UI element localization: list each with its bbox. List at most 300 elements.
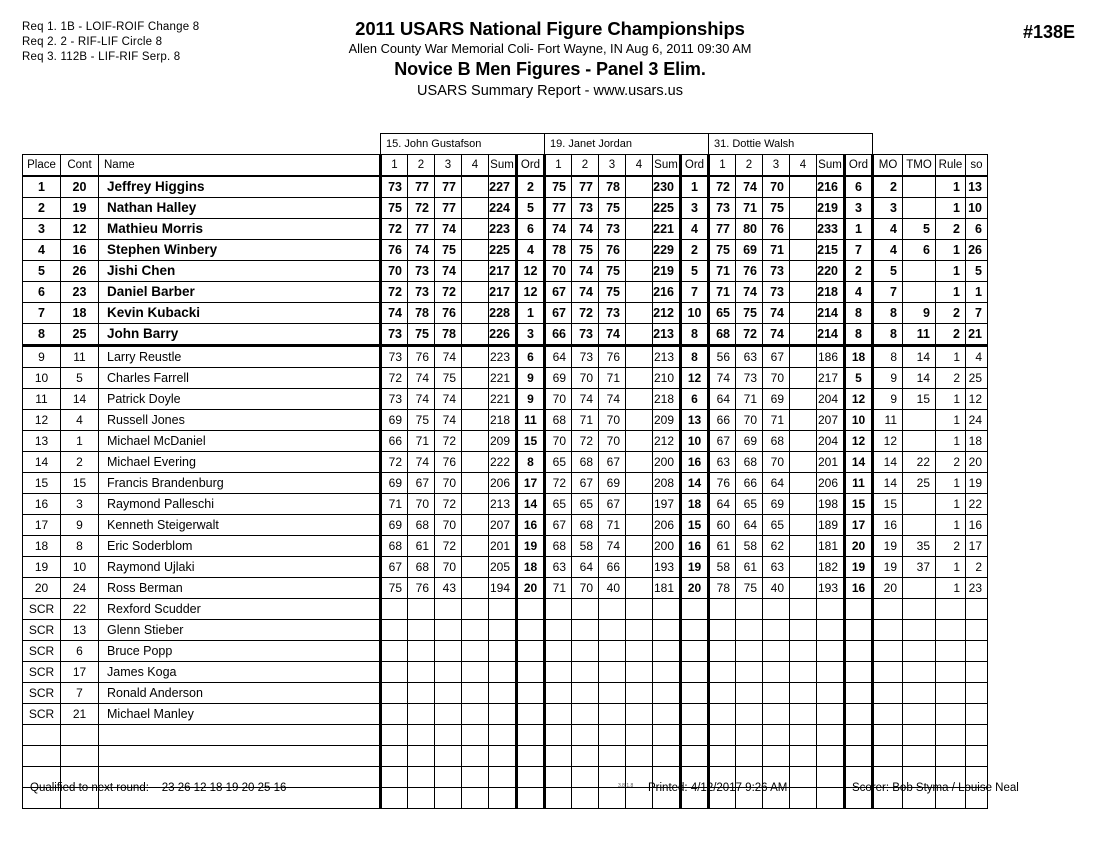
header-so: so <box>966 155 988 177</box>
cell-mo: 11 <box>873 410 903 431</box>
cell-figure-score: 73 <box>572 198 599 219</box>
cell-figure-score <box>435 599 462 620</box>
cell-sum: 233 <box>817 219 845 240</box>
cell-figure-score: 61 <box>709 536 736 557</box>
cell-mo: 4 <box>873 219 903 240</box>
cell-ordinal: 9 <box>517 368 545 389</box>
header-ord: Ord <box>681 155 709 177</box>
header-tmo: TMO <box>903 155 936 177</box>
cell-figure-score: 67 <box>408 473 435 494</box>
cell-place: 20 <box>23 578 61 599</box>
scorer-credit: Scorer: Bob Styma / Louise Neal <box>852 782 1019 794</box>
cell-figure-score: 70 <box>572 578 599 599</box>
cell-figure-score: 74 <box>408 452 435 473</box>
cell-sum <box>653 746 681 767</box>
cell-rule <box>936 641 966 662</box>
table-row[interactable] <box>23 452 988 473</box>
cell-ordinal <box>681 620 709 641</box>
cell-figure-score: 76 <box>408 578 435 599</box>
cell-ordinal <box>681 725 709 746</box>
cell-ordinal: 1 <box>681 176 709 198</box>
cell-figure-score: 76 <box>381 240 408 261</box>
cell-figure-score <box>462 578 489 599</box>
cell-figure-score: 76 <box>435 452 462 473</box>
cell-sum <box>817 704 845 725</box>
cell-figure-score <box>462 515 489 536</box>
cell-figure-score <box>763 725 790 746</box>
cell-figure-score <box>408 641 435 662</box>
cell-contestant-number: 1 <box>61 431 99 452</box>
cell-ordinal: 19 <box>517 536 545 557</box>
header-figure-2: 2 <box>408 155 435 177</box>
cell-ordinal <box>517 662 545 683</box>
cell-sum: 219 <box>653 261 681 282</box>
cell-contestant-number: 23 <box>61 282 99 303</box>
cell-tmo <box>903 176 936 198</box>
cell-figure-score <box>626 431 653 452</box>
cell-skater-name: Eric Soderblom <box>99 536 381 557</box>
cell-ordinal: 16 <box>681 536 709 557</box>
cell-sum <box>653 704 681 725</box>
cell-figure-score: 77 <box>408 219 435 240</box>
cell-figure-score <box>408 704 435 725</box>
cell-figure-score <box>709 620 736 641</box>
cell-ordinal: 8 <box>681 324 709 346</box>
cell-figure-score: 67 <box>545 515 572 536</box>
cell-figure-score: 75 <box>435 240 462 261</box>
cell-figure-score: 69 <box>381 410 408 431</box>
cell-skater-name: Kenneth Steigerwalt <box>99 515 381 536</box>
cell-figure-score <box>790 683 817 704</box>
cell-ordinal: 11 <box>845 473 873 494</box>
cell-figure-score <box>381 683 408 704</box>
cell-figure-score: 72 <box>408 198 435 219</box>
table-row[interactable] <box>23 389 988 410</box>
cell-sum: 213 <box>653 324 681 346</box>
cell-figure-score: 72 <box>435 282 462 303</box>
cell-ordinal: 12 <box>845 431 873 452</box>
header-figure-2: 2 <box>736 155 763 177</box>
cell-figure-score <box>736 725 763 746</box>
cell-sum <box>489 683 517 704</box>
table-row[interactable] <box>23 704 988 725</box>
cell-figure-score <box>462 389 489 410</box>
table-row[interactable] <box>23 176 988 198</box>
cell-ordinal <box>681 704 709 725</box>
cell-figure-score: 67 <box>572 473 599 494</box>
cell-place: SCR <box>23 599 61 620</box>
cell-figure-score: 40 <box>599 578 626 599</box>
cell-figure-score: 68 <box>408 515 435 536</box>
cell-rule: 1 <box>936 431 966 452</box>
cell-figure-score: 63 <box>763 557 790 578</box>
cell-figure-score: 61 <box>408 536 435 557</box>
cell-rule: 1 <box>936 494 966 515</box>
cell-sum: 207 <box>489 515 517 536</box>
cell-ordinal: 10 <box>681 431 709 452</box>
cell-figure-score <box>462 219 489 240</box>
cell-tmo: 11 <box>903 324 936 346</box>
cell-ordinal: 18 <box>517 557 545 578</box>
cell-sum: 204 <box>817 389 845 410</box>
cell-figure-score: 70 <box>408 494 435 515</box>
requirement-1: Req 1. 1B - LOIF-ROIF Change 8 <box>22 21 200 33</box>
cell-figure-score: 77 <box>545 198 572 219</box>
cell-figure-score: 73 <box>381 346 408 368</box>
cell-figure-score <box>462 431 489 452</box>
table-row[interactable] <box>23 557 988 578</box>
cell-place: 7 <box>23 303 61 324</box>
cell-figure-score: 68 <box>709 324 736 346</box>
cell-sum: 201 <box>489 536 517 557</box>
cell-figure-score <box>545 683 572 704</box>
cell-tmo: 14 <box>903 368 936 389</box>
cell-figure-score: 67 <box>545 282 572 303</box>
table-row[interactable] <box>23 620 988 641</box>
cell-skater-name: James Koga <box>99 662 381 683</box>
cell-figure-score <box>572 683 599 704</box>
cell-figure-score: 71 <box>599 368 626 389</box>
cell-sum: 227 <box>489 176 517 198</box>
cell-figure-score <box>545 641 572 662</box>
cell-place: 4 <box>23 240 61 261</box>
table-row[interactable] <box>23 515 988 536</box>
cell-ordinal: 17 <box>517 473 545 494</box>
table-row[interactable] <box>23 346 988 368</box>
cell-figure-score <box>626 662 653 683</box>
cell-figure-score <box>462 704 489 725</box>
cell-figure-score: 75 <box>599 261 626 282</box>
cell-figure-score <box>626 410 653 431</box>
cell-figure-score: 74 <box>736 282 763 303</box>
cell-sum: 213 <box>489 494 517 515</box>
cell-figure-score: 71 <box>572 410 599 431</box>
cell-ordinal <box>517 599 545 620</box>
cell-figure-score <box>572 599 599 620</box>
cell-figure-score: 76 <box>763 219 790 240</box>
cell-figure-score <box>435 683 462 704</box>
header-name: Name <box>99 155 381 177</box>
judge-band-row <box>23 134 988 155</box>
cell-figure-score <box>736 662 763 683</box>
cell-figure-score: 71 <box>763 410 790 431</box>
table-row[interactable] <box>23 410 988 431</box>
cell-figure-score: 73 <box>408 261 435 282</box>
cell-ordinal <box>517 620 545 641</box>
cell-figure-score: 71 <box>408 431 435 452</box>
cell-figure-score: 73 <box>763 261 790 282</box>
cell-figure-score <box>572 725 599 746</box>
cell-figure-score <box>599 725 626 746</box>
cell-figure-score: 74 <box>435 389 462 410</box>
cell-figure-score <box>626 536 653 557</box>
cell-figure-score: 74 <box>435 261 462 282</box>
cell-figure-score: 72 <box>709 176 736 198</box>
cell-figure-score <box>381 704 408 725</box>
cell-figure-score <box>599 641 626 662</box>
cell-rule <box>936 725 966 746</box>
cell-figure-score <box>408 662 435 683</box>
cell-so <box>966 683 988 704</box>
report-subtitle: USARS Summary Report - www.usars.us <box>417 83 683 99</box>
cell-figure-score <box>435 704 462 725</box>
cell-figure-score: 68 <box>408 557 435 578</box>
cell-sum: 216 <box>817 176 845 198</box>
cell-so: 17 <box>966 536 988 557</box>
cell-rule: 2 <box>936 324 966 346</box>
cell-figure-score: 72 <box>381 282 408 303</box>
cell-tmo <box>903 494 936 515</box>
cell-place: 17 <box>23 515 61 536</box>
cell-contestant-number: 11 <box>61 346 99 368</box>
cell-ordinal <box>845 599 873 620</box>
table-row[interactable] <box>23 662 988 683</box>
cell-figure-score <box>572 641 599 662</box>
cell-figure-score: 67 <box>381 557 408 578</box>
cell-figure-score <box>381 725 408 746</box>
cell-figure-score <box>736 620 763 641</box>
cell-skater-name: Nathan Halley <box>99 198 381 219</box>
cell-figure-score <box>408 683 435 704</box>
cell-figure-score: 67 <box>599 494 626 515</box>
cell-figure-score <box>626 746 653 767</box>
cell-sum <box>489 599 517 620</box>
cell-figure-score: 74 <box>599 389 626 410</box>
cell-figure-score <box>462 494 489 515</box>
cell-sum: 200 <box>653 536 681 557</box>
cell-figure-score: 68 <box>381 536 408 557</box>
cell-mo: 5 <box>873 261 903 282</box>
cell-figure-score <box>790 494 817 515</box>
cell-figure-score <box>626 368 653 389</box>
cell-figure-score: 66 <box>381 431 408 452</box>
table-row[interactable] <box>23 368 988 389</box>
cell-figure-score: 43 <box>435 578 462 599</box>
cell-figure-score: 65 <box>572 494 599 515</box>
cell-figure-score: 66 <box>599 557 626 578</box>
cell-figure-score <box>736 683 763 704</box>
cell-sum: 221 <box>489 389 517 410</box>
cell-figure-score <box>626 725 653 746</box>
cell-contestant-number: 7 <box>61 683 99 704</box>
cell-figure-score <box>626 176 653 198</box>
cell-figure-score: 74 <box>763 324 790 346</box>
cell-figure-score <box>626 641 653 662</box>
cell-figure-score: 76 <box>408 346 435 368</box>
cell-figure-score <box>709 725 736 746</box>
header-figure-3: 3 <box>599 155 626 177</box>
table-row[interactable] <box>23 725 988 746</box>
table-row[interactable] <box>23 578 988 599</box>
table-row[interactable] <box>23 198 988 219</box>
cell-tmo <box>903 431 936 452</box>
cell-contestant-number: 20 <box>61 176 99 198</box>
cell-figure-score <box>763 641 790 662</box>
header-figure-2: 2 <box>572 155 599 177</box>
cell-place: SCR <box>23 641 61 662</box>
cell-ordinal: 12 <box>845 389 873 410</box>
cell-mo: 12 <box>873 431 903 452</box>
cell-skater-name: Stephen Winbery <box>99 240 381 261</box>
cell-so <box>966 641 988 662</box>
cell-figure-score <box>626 198 653 219</box>
cell-figure-score <box>381 620 408 641</box>
cell-mo: 19 <box>873 536 903 557</box>
table-row[interactable] <box>23 431 988 452</box>
cell-figure-score: 74 <box>435 346 462 368</box>
cell-figure-score: 73 <box>381 389 408 410</box>
cell-figure-score <box>709 641 736 662</box>
requirement-2: Req 2. 2 - RIF-LIF Circle 8 <box>22 36 163 49</box>
cell-sum: 182 <box>817 557 845 578</box>
judge-header: 31. Dottie Walsh <box>709 134 873 155</box>
cell-figure-score <box>408 725 435 746</box>
cell-ordinal <box>845 683 873 704</box>
header-sum: Sum <box>817 155 845 177</box>
cell-sum: 217 <box>489 261 517 282</box>
cell-sum: 197 <box>653 494 681 515</box>
cell-rule <box>936 683 966 704</box>
cell-place: 2 <box>23 198 61 219</box>
table-row[interactable] <box>23 240 988 261</box>
table-row[interactable] <box>23 219 988 240</box>
table-row[interactable] <box>23 473 988 494</box>
cell-ordinal <box>681 599 709 620</box>
cell-figure-score <box>462 662 489 683</box>
cell-mo <box>873 746 903 767</box>
cell-figure-score: 71 <box>736 389 763 410</box>
cell-skater-name: Ronald Anderson <box>99 683 381 704</box>
cell-figure-score: 73 <box>572 324 599 346</box>
cell-ordinal: 4 <box>517 240 545 261</box>
cell-place: 14 <box>23 452 61 473</box>
cell-figure-score: 75 <box>408 324 435 346</box>
cell-sum: 209 <box>653 410 681 431</box>
table-row[interactable] <box>23 683 988 704</box>
cell-figure-score: 70 <box>545 431 572 452</box>
cell-figure-score <box>381 599 408 620</box>
cell-figure-score <box>381 641 408 662</box>
cell-ordinal: 17 <box>845 515 873 536</box>
cell-skater-name <box>99 746 381 767</box>
cell-figure-score <box>599 704 626 725</box>
table-row[interactable] <box>23 494 988 515</box>
table-row[interactable] <box>23 324 988 346</box>
cell-ordinal <box>517 683 545 704</box>
cell-rule <box>936 746 966 767</box>
cell-figure-score: 74 <box>435 219 462 240</box>
cell-ordinal <box>517 725 545 746</box>
cell-figure-score: 66 <box>709 410 736 431</box>
cell-figure-score: 72 <box>572 303 599 324</box>
cell-figure-score <box>736 746 763 767</box>
cell-ordinal: 16 <box>845 578 873 599</box>
cell-figure-score <box>626 452 653 473</box>
cell-ordinal: 15 <box>517 431 545 452</box>
cell-so: 1 <box>966 282 988 303</box>
cell-sum: 222 <box>489 452 517 473</box>
cell-skater-name: Bruce Popp <box>99 641 381 662</box>
cell-ordinal: 14 <box>517 494 545 515</box>
cell-place: 16 <box>23 494 61 515</box>
cell-figure-score <box>435 746 462 767</box>
cell-figure-score: 78 <box>709 578 736 599</box>
cell-sum: 214 <box>817 324 845 346</box>
cell-figure-score <box>626 219 653 240</box>
table-row[interactable] <box>23 282 988 303</box>
cell-figure-score: 71 <box>736 198 763 219</box>
cell-skater-name: Mathieu Morris <box>99 219 381 240</box>
cell-figure-score: 60 <box>709 515 736 536</box>
cell-figure-score: 73 <box>572 346 599 368</box>
cell-rule: 1 <box>936 198 966 219</box>
cell-skater-name: Jeffrey Higgins <box>99 176 381 198</box>
cell-rule: 1 <box>936 346 966 368</box>
judge-header: 15. John Gustafson <box>381 134 545 155</box>
cell-contestant-number: 24 <box>61 578 99 599</box>
cell-figure-score <box>462 410 489 431</box>
cell-sum <box>653 641 681 662</box>
cell-ordinal: 6 <box>517 219 545 240</box>
cell-figure-score: 75 <box>599 198 626 219</box>
qualified-line <box>30 782 286 794</box>
cell-figure-score: 62 <box>763 536 790 557</box>
cell-skater-name: Charles Farrell <box>99 368 381 389</box>
cell-figure-score <box>435 662 462 683</box>
cell-ordinal <box>681 746 709 767</box>
table-row[interactable] <box>23 303 988 324</box>
cell-contestant-number: 21 <box>61 704 99 725</box>
cell-figure-score: 74 <box>572 282 599 303</box>
cell-figure-score <box>545 725 572 746</box>
cell-figure-score: 72 <box>572 431 599 452</box>
cell-ordinal: 12 <box>517 261 545 282</box>
cell-sum: 193 <box>653 557 681 578</box>
cell-figure-score: 65 <box>545 494 572 515</box>
cell-sum: 224 <box>489 198 517 219</box>
report-footer <box>22 782 1034 802</box>
cell-skater-name: Michael Manley <box>99 704 381 725</box>
cell-sum: 218 <box>817 282 845 303</box>
cell-ordinal: 1 <box>845 219 873 240</box>
cell-figure-score <box>545 620 572 641</box>
cell-figure-score: 75 <box>709 240 736 261</box>
cell-mo <box>873 662 903 683</box>
cell-figure-score: 58 <box>572 536 599 557</box>
table-row[interactable] <box>23 599 988 620</box>
cell-figure-score: 80 <box>736 219 763 240</box>
qualified-label: Qualified to next round: <box>30 782 149 794</box>
header-rule: Rule <box>936 155 966 177</box>
cell-place: 1 <box>23 176 61 198</box>
cell-tmo: 9 <box>903 303 936 324</box>
cell-ordinal <box>845 746 873 767</box>
cell-skater-name: Ross Berman <box>99 578 381 599</box>
cell-so: 18 <box>966 431 988 452</box>
table-row[interactable] <box>23 261 988 282</box>
cell-contestant-number: 9 <box>61 515 99 536</box>
table-row[interactable] <box>23 746 988 767</box>
cell-place: SCR <box>23 704 61 725</box>
cell-figure-score <box>462 282 489 303</box>
table-row[interactable] <box>23 536 988 557</box>
cell-rule: 1 <box>936 389 966 410</box>
table-row[interactable] <box>23 641 988 662</box>
cell-figure-score <box>626 303 653 324</box>
cell-sum: 198 <box>817 494 845 515</box>
cell-tmo <box>903 683 936 704</box>
cell-rule: 1 <box>936 176 966 198</box>
